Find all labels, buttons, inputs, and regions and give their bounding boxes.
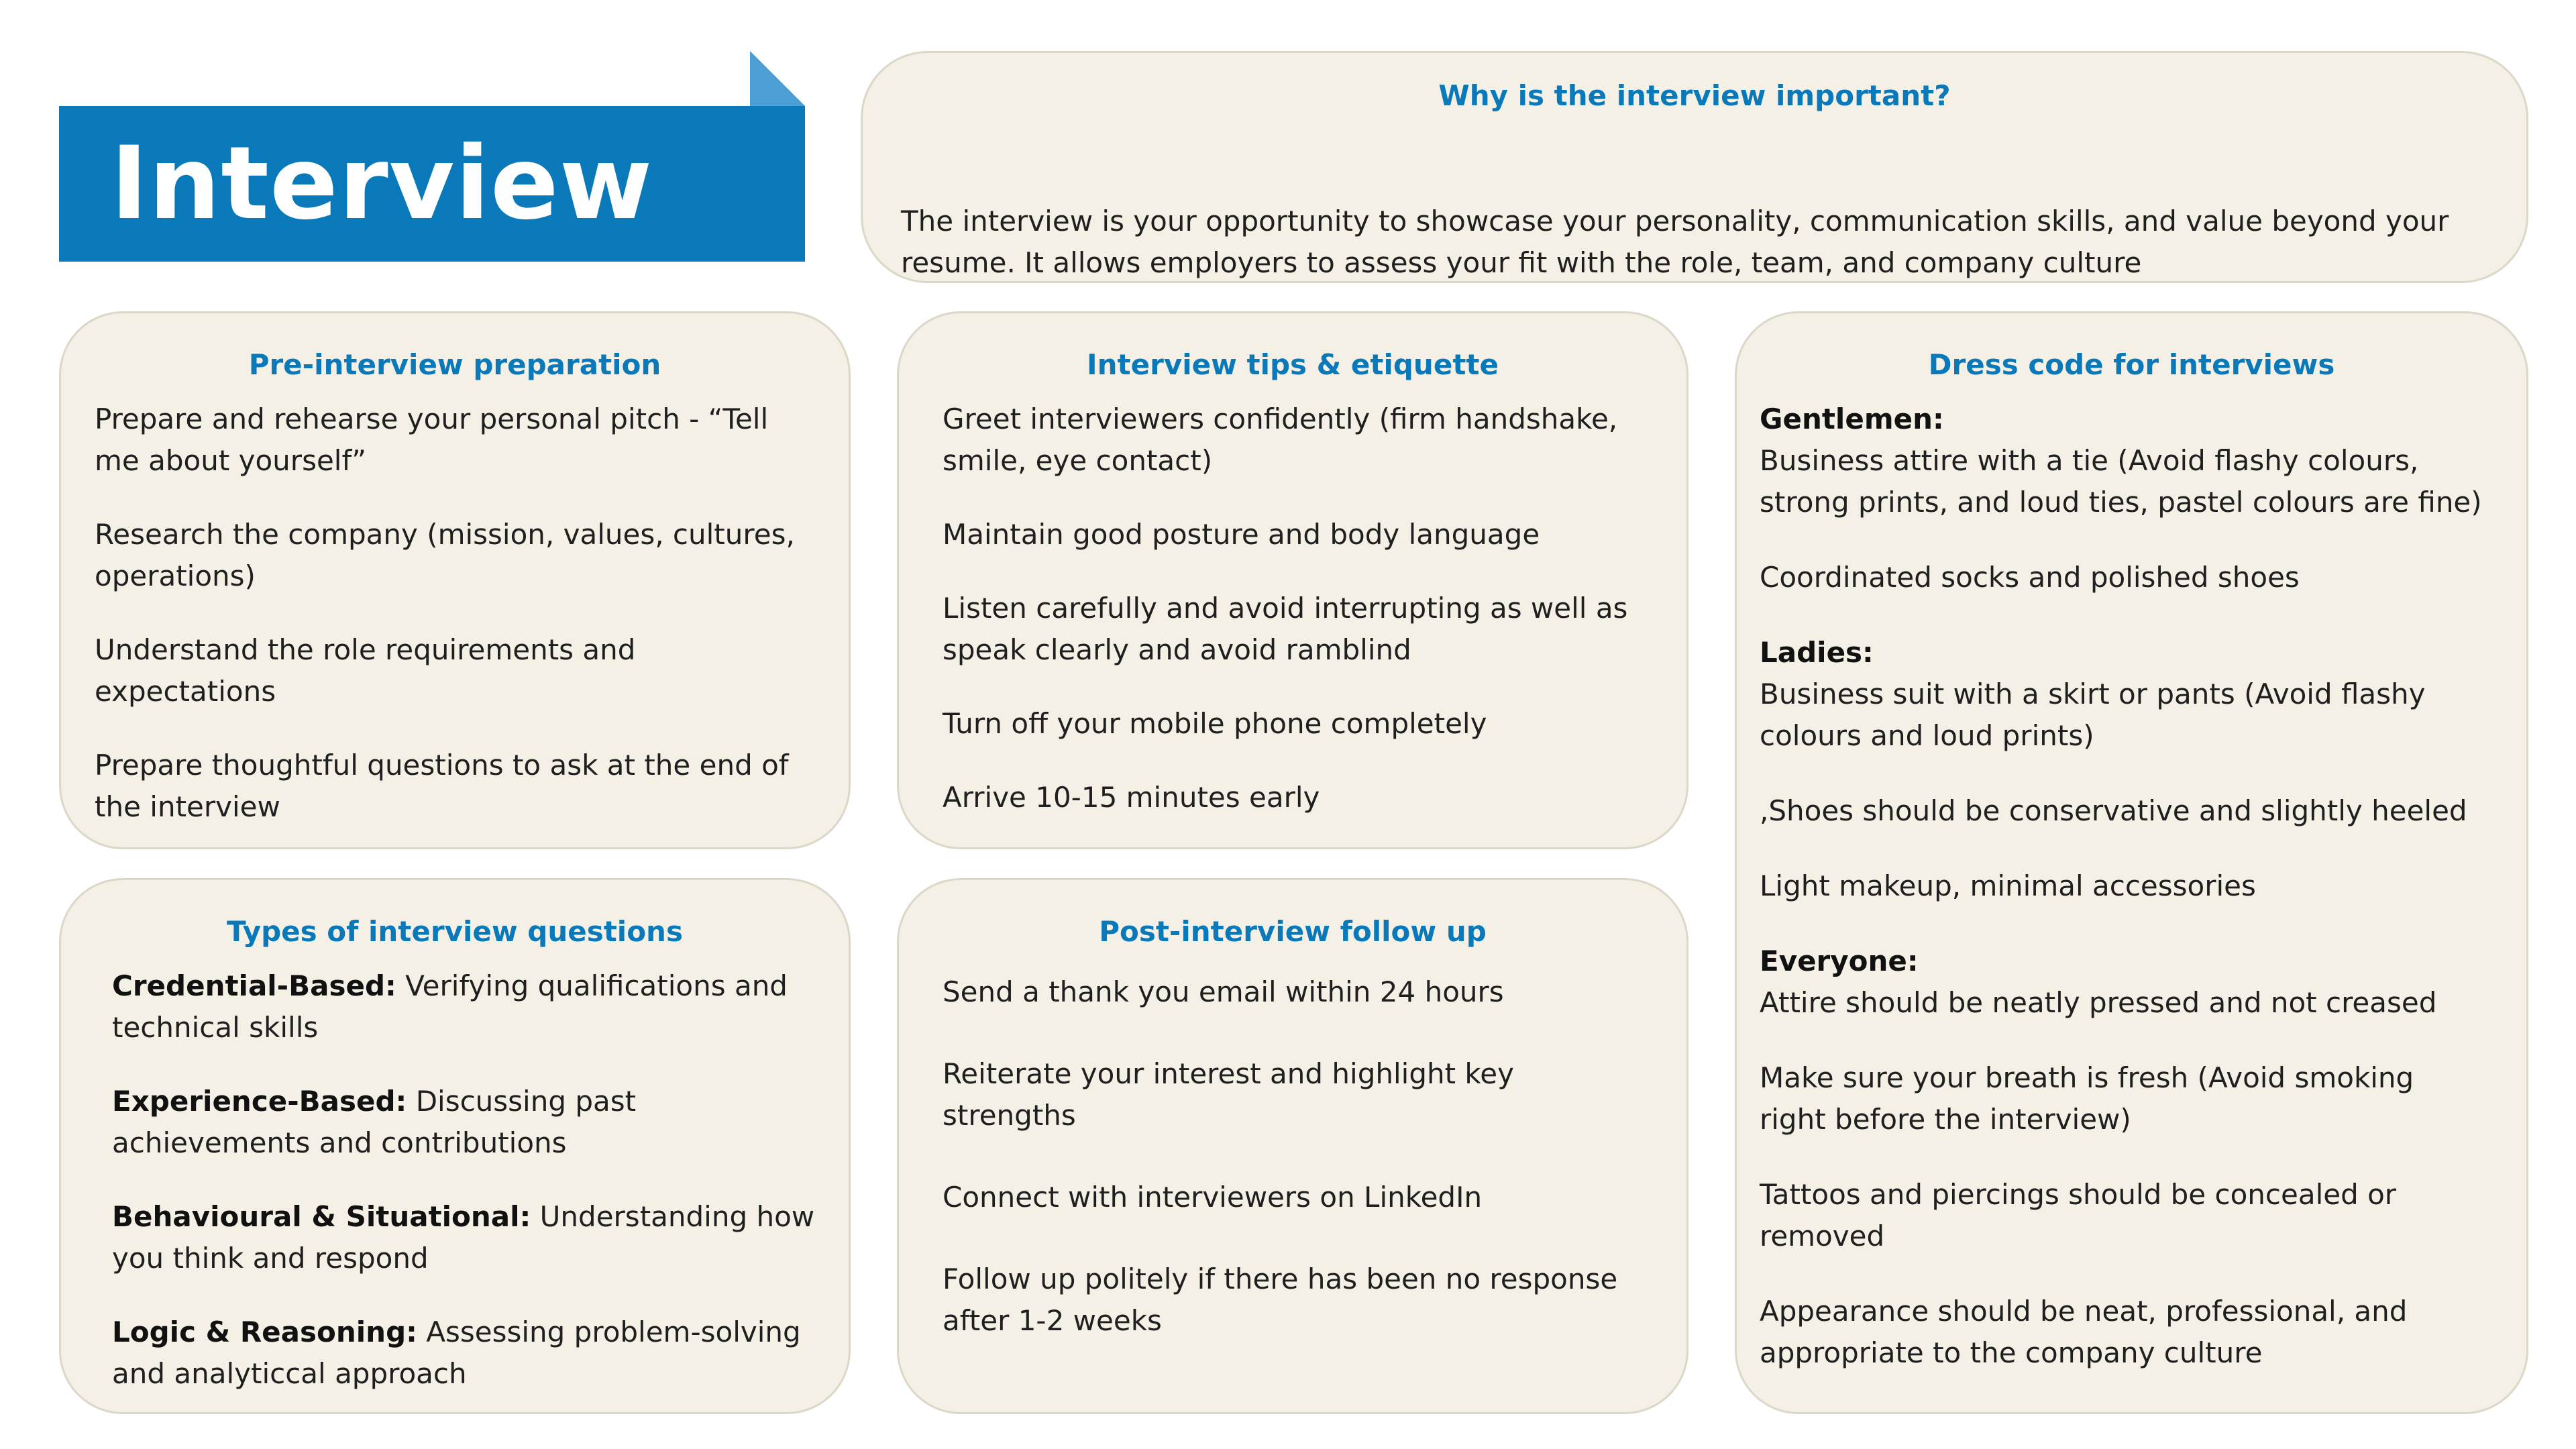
item-line: Business attire with a tie (Avoid flashy colours, — [1760, 444, 2419, 477]
item-line: Greet interviewers confidently (firm handshake, — [943, 402, 1618, 435]
list-item — [1760, 1174, 2500, 1257]
item-line: Follow up politely if there has been no response — [943, 1263, 1618, 1295]
item-line: strong prints, and loud ties, pastel colours are fine) — [1760, 486, 2482, 519]
post-interview-list — [943, 971, 1660, 1342]
tips-list — [943, 398, 1660, 818]
tips-heading: Interview tips & etiquette — [1087, 348, 1499, 381]
page-title: Interview — [110, 125, 653, 242]
list-item: Connect with interviewers on LinkedIn — [943, 1181, 1483, 1214]
item-line: Prepare thoughtful questions to ask at the end of — [95, 749, 789, 782]
item-line: and analyticcal approach — [112, 1357, 467, 1390]
everyone-label: Everyone: — [1760, 945, 1919, 977]
list-item: Turn off your mobile phone completely — [943, 707, 1487, 740]
item-line: the interview — [95, 790, 280, 823]
list-item — [1760, 1057, 2500, 1140]
item-line: Discussing past — [407, 1085, 637, 1118]
item-line: operations) — [95, 559, 256, 592]
item-line: Business suit with a skirt or pants (Avoid flashy — [1760, 678, 2426, 710]
list-item — [95, 745, 822, 828]
item-line: Listen carefully and avoid interrupting as well as — [943, 592, 1628, 625]
banner-bar — [59, 106, 805, 262]
item-label: Credential-Based: — [112, 969, 396, 1002]
item-line: Make sure your breath is fresh (Avoid smoking — [1760, 1061, 2414, 1094]
item-line: Understand the role requirements and — [95, 633, 636, 666]
list-item: Light makeup, minimal accessories — [1760, 869, 2256, 902]
item-line: removed — [1760, 1220, 1885, 1252]
question-types-list — [112, 965, 822, 1395]
item-line: speak clearly and avoid ramblind — [943, 633, 1411, 666]
list-item — [95, 514, 822, 597]
why-card — [861, 51, 2528, 283]
list-item — [112, 965, 822, 1049]
item-line: Prepare and rehearse your personal pitch - “Tell — [95, 402, 769, 435]
item-line: Assessing problem-solving — [417, 1316, 801, 1348]
item-line: me about yourself” — [95, 444, 367, 477]
pre-interview-card — [59, 311, 851, 849]
item-line: Reiterate your interest and highlight key — [943, 1057, 1514, 1090]
item-line: colours and loud prints) — [1760, 719, 2094, 752]
list-item — [943, 588, 1660, 671]
item-line: Research the company (mission, values, cultures, — [95, 518, 795, 551]
item-line: right before the interview) — [1760, 1103, 2131, 1136]
list-item — [943, 1053, 1660, 1136]
why-text-line: The interview is your opportunity to showcase your personality, communication skills, and value beyond your — [901, 205, 2449, 237]
list-item — [112, 1081, 822, 1164]
list-item: Maintain good posture and body language — [943, 518, 1540, 551]
banner-fold — [750, 51, 805, 106]
post-interview-heading: Post-interview follow up — [1099, 915, 1487, 948]
pre-interview-list — [95, 398, 822, 828]
why-text-line: resume. It allows employers to assess your fit with the role, team, and company culture — [901, 246, 2142, 279]
item-line: you think and respond — [112, 1242, 429, 1275]
dress-code-list — [1760, 398, 2500, 1374]
list-item — [1760, 674, 2500, 757]
item-line: appropriate to the company culture — [1760, 1336, 2263, 1369]
item-line: achievements and contributions — [112, 1126, 567, 1159]
list-item — [1760, 440, 2500, 523]
item-line: Verifying qualifications and — [396, 969, 788, 1002]
item-line: Appearance should be neat, professional, and — [1760, 1295, 2408, 1328]
item-line: smile, eye contact) — [943, 444, 1213, 477]
list-item: ,Shoes should be conservative and slightly heeled — [1760, 794, 2467, 827]
item-line: strengths — [943, 1099, 1076, 1132]
list-item — [95, 629, 822, 712]
list-item — [943, 398, 1660, 482]
list-item — [1760, 1291, 2500, 1374]
gentlemen-label: Gentlemen: — [1760, 402, 1944, 435]
list-item: Send a thank you email within 24 hours — [943, 975, 1504, 1008]
why-text — [901, 201, 2500, 284]
item-line: Understanding how — [531, 1200, 815, 1233]
list-item: Arrive 10-15 minutes early — [943, 781, 1320, 814]
item-label: Experience-Based: — [112, 1085, 407, 1118]
pre-interview-heading: Pre-interview preparation — [248, 348, 661, 381]
item-label: Behavioural & Situational: — [112, 1200, 531, 1233]
list-item — [112, 1196, 822, 1279]
post-interview-card — [897, 878, 1688, 1414]
dress-code-card — [1735, 311, 2528, 1414]
item-line: expectations — [95, 675, 276, 708]
dress-code-heading: Dress code for interviews — [1928, 348, 2335, 381]
item-label: Logic & Reasoning: — [112, 1316, 417, 1348]
why-heading: Why is the interview important? — [1438, 79, 1951, 112]
ladies-label: Ladies: — [1760, 636, 1874, 669]
list-item — [95, 398, 822, 482]
item-line: Tattoos and piercings should be concealed or — [1760, 1178, 2397, 1211]
list-item — [943, 1258, 1660, 1342]
tips-card — [897, 311, 1688, 849]
list-item: Coordinated socks and polished shoes — [1760, 561, 2300, 594]
list-item: Attire should be neatly pressed and not creased — [1760, 986, 2437, 1019]
item-line: after 1-2 weeks — [943, 1304, 1162, 1337]
question-types-card — [59, 878, 851, 1414]
list-item — [112, 1311, 822, 1395]
question-types-heading: Types of interview questions — [227, 915, 683, 948]
title-banner — [59, 51, 805, 262]
item-line: technical skills — [112, 1011, 319, 1044]
